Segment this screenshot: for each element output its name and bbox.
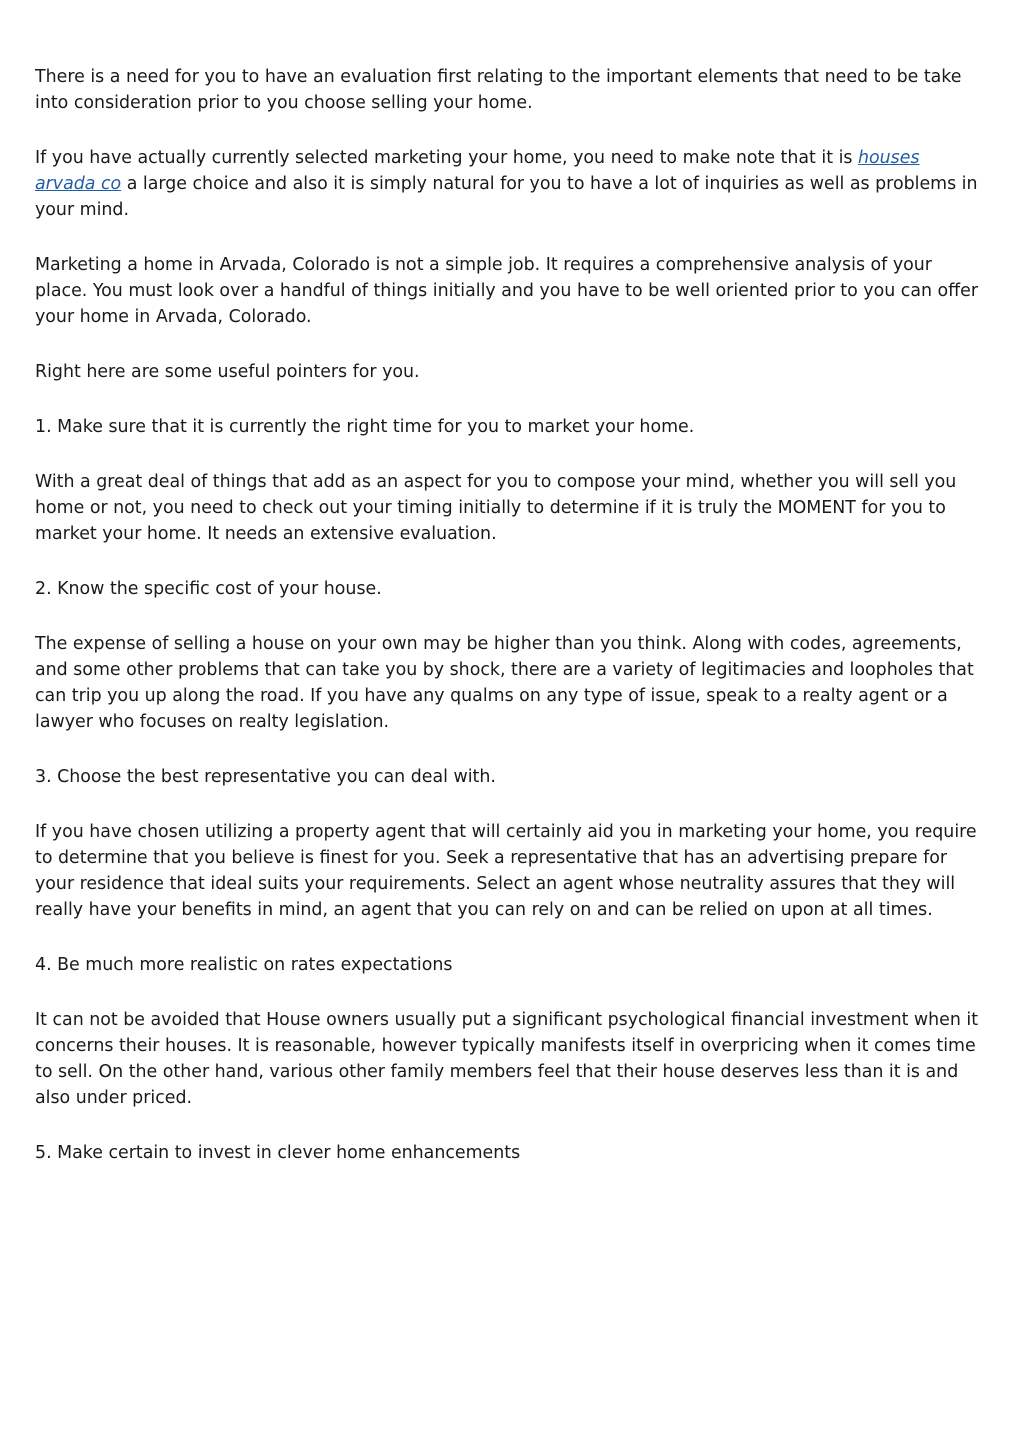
heading-tip-1: 1. Make sure that it is currently the right time for you to market your home. [35,417,695,437]
paragraph-decision [35,145,985,223]
paragraph-tip-2: The expense of selling a house on your own may be higher than you think. Along with codes, agreements, and some other problems that can take you by shock, there are a variety of legitimacies and loopholes that can trip you up along the road. If you have any qualms on any type of issue, speak to a realty agent or a lawyer who focuses on realty legislation. [35,634,974,732]
document-body [35,64,985,1195]
paragraph-pointers-intro: Right here are some useful pointers for you. [35,362,420,382]
paragraph-tip-1: With a great deal of things that add as an aspect for you to compose your mind, whether you will sell you home or not, you need to check out your timing initially to determine if it is truly the MOMENT for you to market your home. It needs an extensive evaluation. [35,472,957,544]
paragraph-decision-text-before: If you have actually currently selected marketing your home, you need to make note that it is [35,148,858,168]
paragraph-intro: There is a need for you to have an evaluation first relating to the important elements that need to be take into consideration prior to you choose selling your home. [35,67,962,113]
heading-tip-4: 4. Be much more realistic on rates expectations [35,955,453,975]
heading-tip-3: 3. Choose the best representative you can deal with. [35,767,496,787]
paragraph-tip-4: It can not be avoided that House owners usually put a significant psychological financial investment when it concerns their houses. It is reasonable, however typically manifests itself in overpricing when it comes time to sell. On the other hand, various other family members feel that their house deserves less than it is and also under priced. [35,1010,979,1108]
heading-tip-5: 5. Make certain to invest in clever home enhancements [35,1143,521,1163]
paragraph-decision-text-after: a large choice and also it is simply natural for you to have a lot of inquiries as well as problems in your mind. [35,174,978,220]
heading-tip-2: 2. Know the specific cost of your house. [35,579,382,599]
paragraph-arvada: Marketing a home in Arvada, Colorado is not a simple job. It requires a comprehensive analysis of your place. You must look over a handful of things initially and you have to be well oriented prior to you can offer your home in Arvada, Colorado. [35,255,979,327]
houses-arvada-link[interactable]: houses arvada co [35,148,920,194]
paragraph-tip-3: If you have chosen utilizing a property agent that will certainly aid you in marketing your home, you require to determine that you believe is finest for you. Seek a representative that has an advertising prepare for your residence that ideal suits your requirements. Select an agent whose neutrality assures that they will really have your benefits in mind, an agent that you can rely on and can be relied on upon at all times. [35,822,977,920]
